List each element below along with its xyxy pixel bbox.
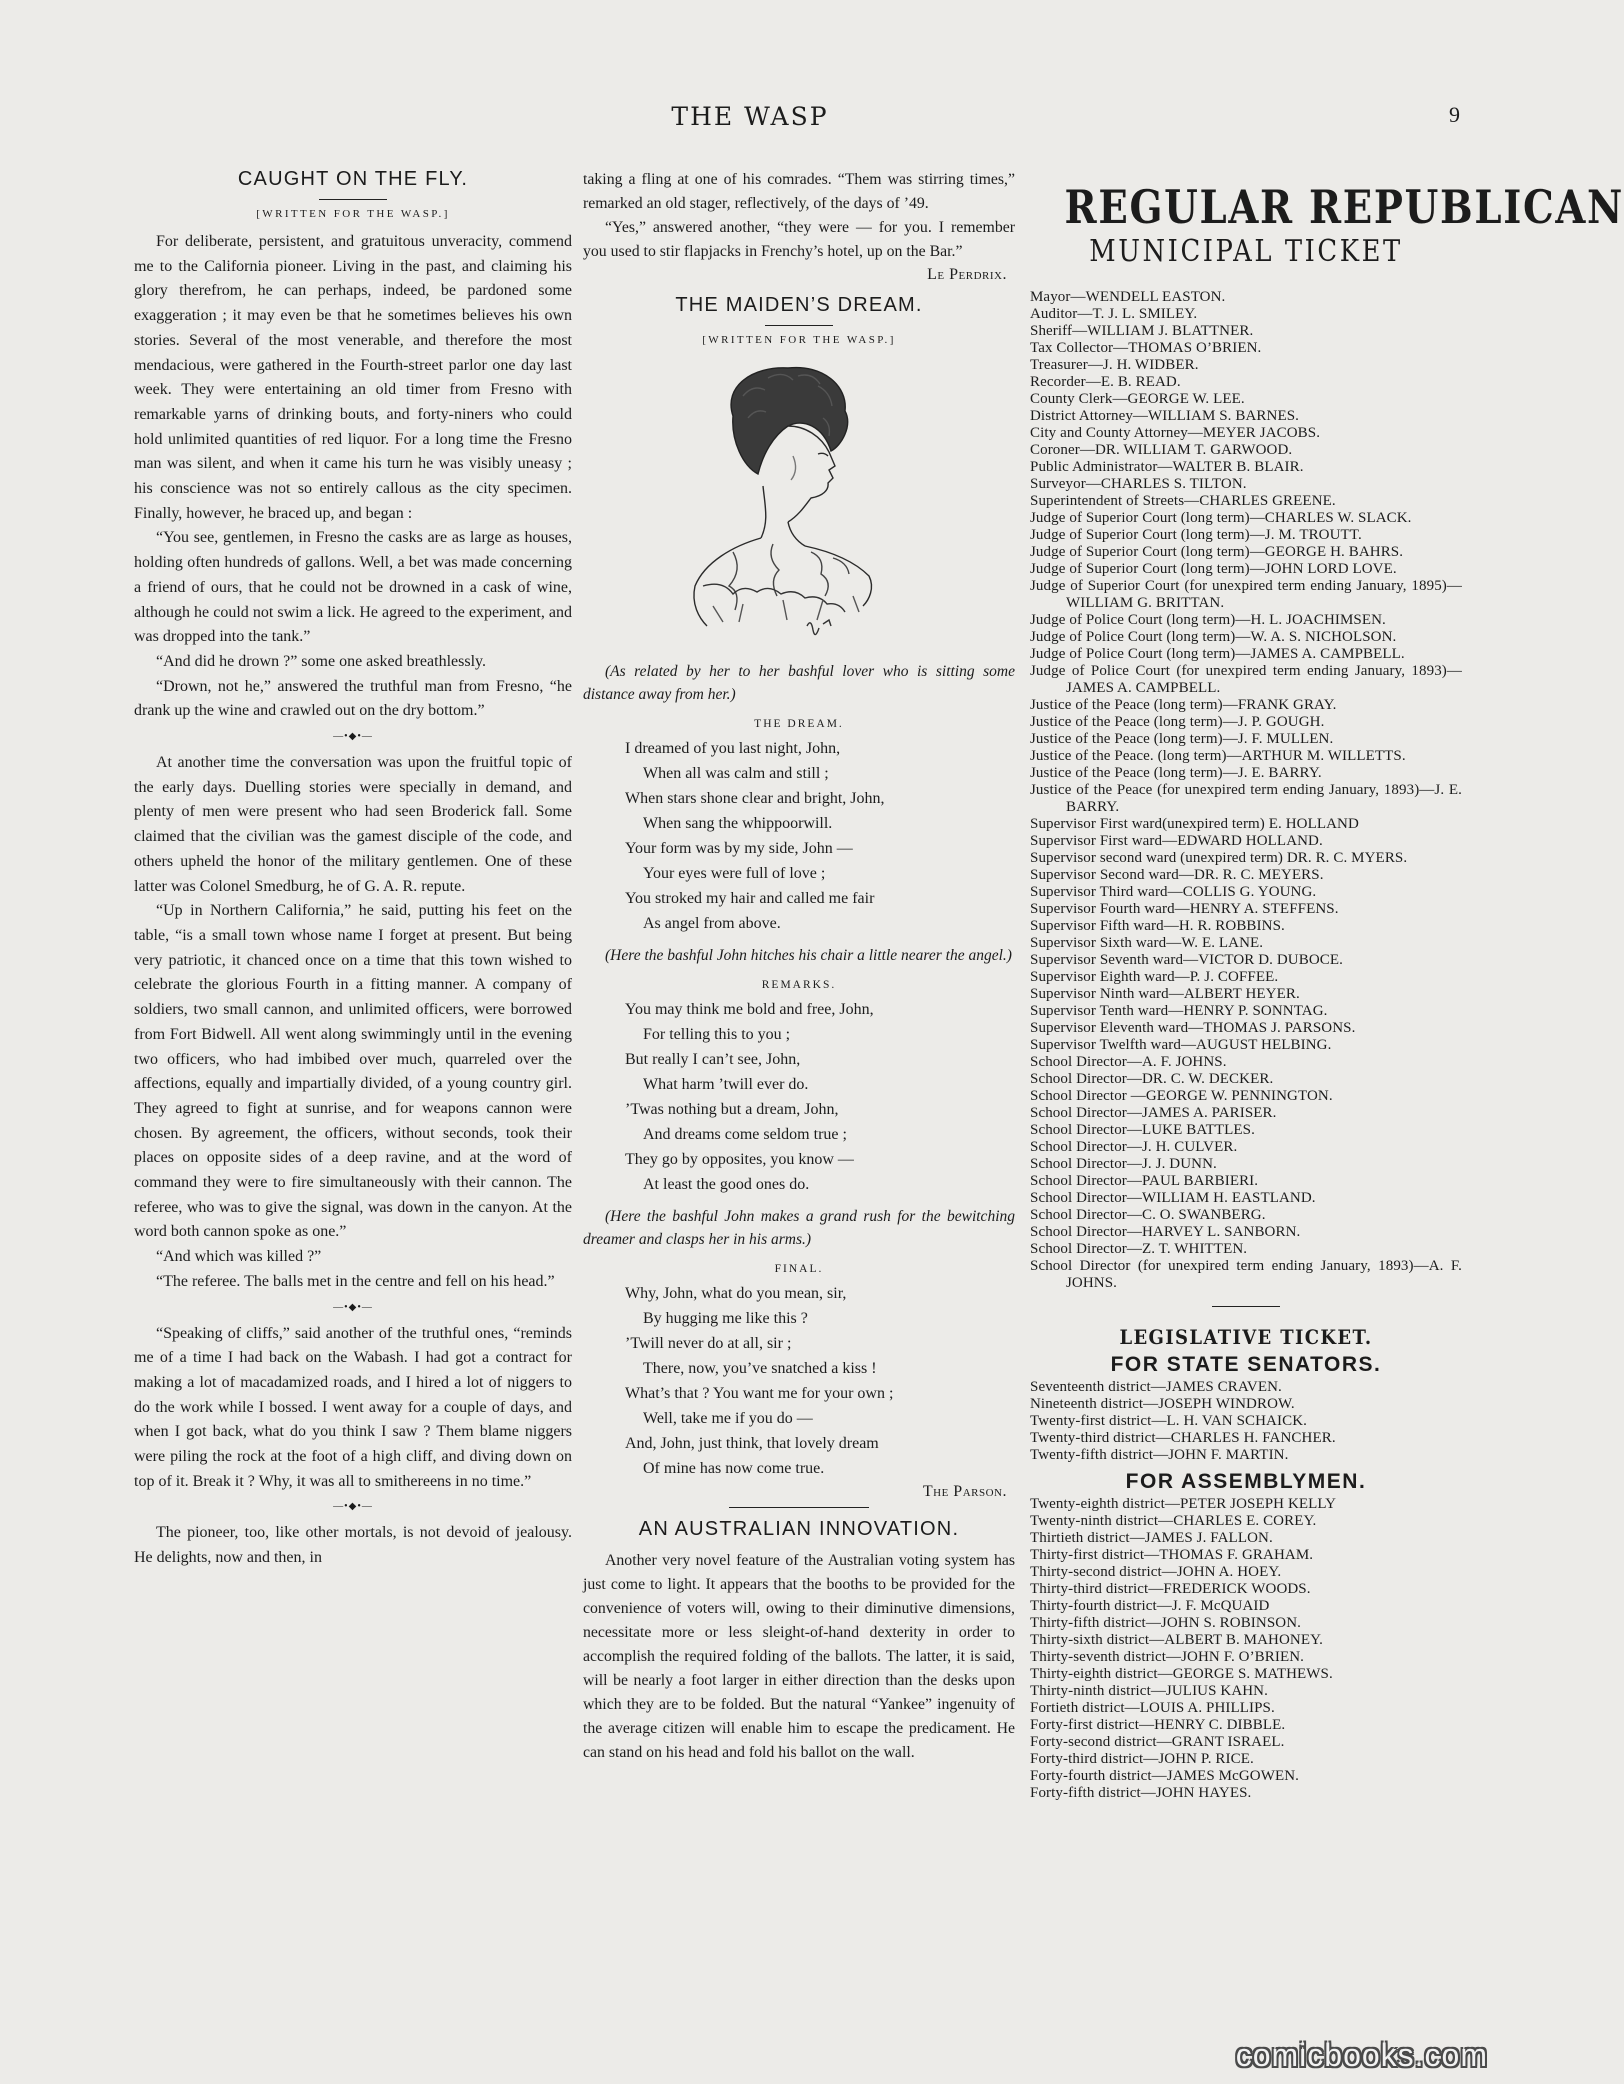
verse-line: Why, John, what do you mean, sir,	[625, 1285, 847, 1302]
ticket-entry: Supervisor First ward—EDWARD HOLLAND.	[1030, 833, 1323, 849]
ticket-entry: Recorder—E. B. READ.	[1030, 374, 1181, 390]
verse-line: And, John, just think, that lovely dream	[625, 1435, 879, 1452]
ticket-entry: Forty-fourth district—JAMES McGOWEN.	[1030, 1768, 1299, 1784]
ticket-entry: School Director—PAUL BARBIERI.	[1030, 1173, 1259, 1189]
ticket-entry: Twenty-first district—L. H. VAN SCHAICK.	[1030, 1413, 1307, 1429]
assembly-heading: FOR ASSEMBLYMEN.	[1125, 1470, 1367, 1493]
ticket-entry: Thirty-first district—THOMAS F. GRAHAM.	[1030, 1547, 1314, 1563]
ticket-entry: School Director—J. J. DUNN.	[1030, 1156, 1217, 1172]
verse-line: Your form was by my side, John —	[625, 840, 853, 857]
ticket-entry: Auditor—T. J. L. SMILEY.	[1030, 306, 1198, 322]
signature: The Parson.	[922, 1483, 1007, 1500]
ticket-entry: School Director—A. F. JOHNS.	[1030, 1054, 1227, 1070]
ticket-entry: Supervisor Second ward—DR. R. C. MEYERS.	[1030, 867, 1324, 883]
ticket-entry: Thirtieth district—JAMES J. FALLON.	[1030, 1530, 1273, 1546]
ticket-entry: Thirty-second district—JOHN A. HOEY.	[1030, 1564, 1282, 1580]
paragraph: “The referee. The balls met in the centre and fell on his head.”	[156, 1272, 555, 1290]
senators-list	[1030, 1379, 1462, 1464]
ticket-entry: City and County Attorney—MEYER JACOBS.	[1030, 425, 1321, 441]
ticket-subheading: MUNICIPAL TICKET	[1089, 234, 1403, 269]
column-republican-ticket	[1030, 168, 1624, 1802]
ticket-entry: Judge of Police Court (for unexpired term ending January, 1893)—JAMES A. CAMPBELL.	[1030, 663, 1462, 696]
article-title: AN AUSTRALIAN INNOVATION.	[638, 1518, 960, 1540]
column-maidens-dream	[583, 168, 1015, 1765]
page-number: 9	[1449, 102, 1460, 127]
ticket-entry: Justice of the Peace (long term)—J. F. MULLEN.	[1030, 731, 1334, 747]
ticket-entry: Justice of the Peace (long term)—FRANK GRAY.	[1030, 697, 1337, 713]
verse-line: ’Twill never do at all, sir ;	[625, 1335, 792, 1352]
ticket-entry: Treasurer—J. H. WIDBER.	[1030, 357, 1199, 373]
verse-line: By hugging me like this ?	[643, 1310, 808, 1327]
stanza-remarks	[583, 997, 1015, 1197]
ticket-entry: Supervisor second ward (unexpired term) DR. R. C. MYERS.	[1030, 850, 1408, 866]
verse-line: There, now, you’ve snatched a kiss !	[643, 1360, 877, 1377]
paragraph: “Drown, not he,” answered the truthful man from Fresno, “he drank up the wine and crawled out on the dry bottom.”	[134, 677, 572, 720]
ticket-entry: Judge of Police Court (long term)—JAMES A. CAMPBELL.	[1030, 646, 1405, 662]
ticket-entry: Supervisor Eighth ward—P. J. COFFEE.	[1030, 969, 1279, 985]
verse-line: But really I can’t see, John,	[625, 1051, 801, 1068]
ticket-entry: Judge of Superior Court (long term)—GEORGE H. BAHRS.	[1030, 544, 1404, 560]
ticket-entry: Fortieth district—LOUIS A. PHILLIPS.	[1030, 1700, 1275, 1716]
ticket-entry: Justice of the Peace. (long term)—ARTHUR M. WILLETTS.	[1030, 748, 1406, 764]
ticket-entry: School Director—DR. C. W. DECKER.	[1030, 1071, 1274, 1087]
ticket-heading: REGULAR REPUBLICAN	[1064, 180, 1624, 234]
verse-line: What harm ’twill ever do.	[643, 1076, 809, 1093]
ticket-entry: Supervisor Fifth ward—H. R. ROBBINS.	[1030, 918, 1285, 934]
paragraph: Another very novel feature of the Australian voting system has just come to light. It appears that the booths to be provided for the convenience of voters will, owing to their diminutive dimensions, necessitate more or less sleight-of-hand dexterity in order to accomplish the required folding of the ballots. The latter, it is said, will be nearly a foot larger in either direction than the desks upon which they are to be folded. But the natural “Yankee” ingenuity of the average citizen will enable him to escape the predicament. He can stand on his head and fold his ballot on the wall.	[583, 1552, 1015, 1761]
section-rule	[1212, 1306, 1280, 1307]
ticket-entry: Judge of Superior Court (long term)—JOHN LORD LOVE.	[1030, 561, 1397, 577]
ticket-entry: School Director—JAMES A. PARISER.	[1030, 1105, 1277, 1121]
verse-line: I dreamed of you last night, John,	[625, 740, 841, 757]
ticket-entry: Twenty-ninth district—CHARLES E. COREY.	[1030, 1513, 1317, 1529]
assembly-list	[1030, 1496, 1462, 1802]
title-rule	[765, 325, 833, 326]
municipal-ticket-list	[1030, 289, 1462, 1292]
section-divider: —•◆•—	[333, 731, 373, 743]
ticket-entry: Forty-fifth district—JOHN HAYES.	[1030, 1785, 1252, 1801]
masthead: THE WASP	[671, 102, 829, 131]
verse-line: Of mine has now come true.	[643, 1460, 825, 1477]
ticket-entry: Supervisor Tenth ward—HENRY P. SONNTAG.	[1030, 1003, 1328, 1019]
ticket-entry: School Director—LUKE BATTLES.	[1030, 1122, 1255, 1138]
ticket-entry: Supervisor Twelfth ward—AUGUST HELBING.	[1030, 1037, 1332, 1053]
article-rule	[729, 1507, 869, 1508]
ticket-entry: Thirty-sixth district—ALBERT B. MAHONEY.	[1030, 1632, 1323, 1648]
paragraph: “You see, gentlemen, in Fresno the casks are as large as houses, holding often hundreds of gallons. Well, a bet was made concerning a friend of ours, that he could not be drowned in a cask of wine, although he could not swim a lick. He agreed to the experiment, and was dropped into the tank.”	[134, 529, 572, 646]
ticket-entry: Supervisor Seventh ward—VICTOR D. DUBOCE.	[1030, 952, 1343, 968]
ticket-entry: Sheriff—WILLIAM J. BLATTNER.	[1030, 323, 1254, 339]
verse-line: When sang the whippoorwill.	[643, 815, 833, 832]
ticket-entry: Forty-second district—GRANT ISRAEL.	[1030, 1734, 1285, 1750]
ticket-entry: Judge of Superior Court (for unexpired term ending January, 1895)—WILLIAM G. BRITTAN.	[1030, 578, 1462, 611]
stage-direction: (Here the bashful John hitches his chair a little nearer the angel.)	[605, 947, 1012, 964]
ticket-entry: School Director (for unexpired term ending January, 1893)—A. F. JOHNS.	[1030, 1258, 1462, 1291]
ticket-entry: Supervisor Sixth ward—W. E. LANE.	[1030, 935, 1264, 951]
stanza-final	[583, 1281, 1015, 1481]
ticket-entry: Mayor—WENDELL EASTON.	[1030, 289, 1226, 305]
stage-direction: (Here the bashful John makes a grand rush for the bewitching dreamer and clasps her in his arms.)	[583, 1208, 1015, 1248]
poem-caption: (As related by her to her bashful lover who is sitting some distance away from her.)	[583, 663, 1015, 703]
maiden-portrait-illustration	[583, 356, 1015, 654]
ticket-entry: Forty-third district—JOHN P. RICE.	[1030, 1751, 1254, 1767]
ticket-entry: Justice of the Peace (for unexpired term ending January, 1893)—J. E. BARRY.	[1030, 782, 1462, 815]
watermark: comicbooks.com	[1235, 2037, 1488, 2073]
verse-line: ’Twas nothing but a dream, John,	[625, 1101, 839, 1118]
article-title: CAUGHT ON THE FLY.	[237, 168, 469, 190]
ticket-entry: Supervisor Ninth ward—ALBERT HEYER.	[1030, 986, 1300, 1002]
ticket-entry: School Director—WILLIAM H. EASTLAND.	[1030, 1190, 1316, 1206]
verse-line: What’s that ? You want me for your own ;	[625, 1385, 894, 1402]
ticket-entry: Thirty-fourth district—J. F. McQUAID	[1030, 1598, 1270, 1614]
verse-line: Well, take me if you do —	[643, 1410, 813, 1427]
paragraph: The pioneer, too, like other mortals, is not devoid of jealousy. He delights, now and then, in	[134, 1524, 572, 1567]
byline-note: [WRITTEN FOR THE WASP.]	[256, 208, 450, 220]
verse-line: You stroked my hair and called me fair	[625, 890, 875, 907]
verse-line: Your eyes were full of love ;	[643, 865, 826, 882]
title-rule	[319, 199, 387, 200]
ticket-entry: Twenty-third district—CHARLES H. FANCHER.	[1030, 1430, 1336, 1446]
page-header	[0, 102, 1500, 138]
byline-note: [WRITTEN FOR THE WASP.]	[702, 334, 896, 346]
ticket-entry: Judge of Police Court (long term)—H. L. JOACHIMSEN.	[1030, 612, 1386, 628]
poem-title: THE MAIDEN’S DREAM.	[675, 294, 923, 316]
ticket-entry: Supervisor Fourth ward—HENRY A. STEFFENS.	[1030, 901, 1339, 917]
section-divider: —•◆•—	[333, 1301, 373, 1313]
ticket-entry: Twenty-fifth district—JOHN F. MARTIN.	[1030, 1447, 1289, 1463]
verse-line: As angel from above.	[643, 915, 781, 932]
verse-line: When all was calm and still ;	[643, 765, 829, 782]
ticket-entry: School Director—HARVEY L. SANBORN.	[1030, 1224, 1301, 1240]
ticket-entry: School Director—J. H. CULVER.	[1030, 1139, 1238, 1155]
ticket-entry: Twenty-eighth district—PETER JOSEPH KELLY	[1030, 1496, 1337, 1512]
verse-line: And dreams come seldom true ;	[643, 1126, 847, 1143]
paragraph: “Yes,” answered another, “they were — for you. I remember you used to stir flapjacks in Frenchy’s hotel, up on the Bar.”	[583, 219, 1015, 260]
stanza-dream	[583, 736, 1015, 936]
ticket-entry: Thirty-ninth district—JULIUS KAHN.	[1030, 1683, 1268, 1699]
ticket-entry: School Director—C. O. SWANBERG.	[1030, 1207, 1266, 1223]
verse-line: When stars shone clear and bright, John,	[625, 790, 885, 807]
paragraph: At another time the conversation was upon the fruitful topic of the early days. Duelling stories were specially in demand, and plenty of men were present who had seen Broderick fall. Some claimed that the civilian was the gamest disciple of the code, and others upheld the honor of the military gentlemen. One of these latter was Colonel Smedburg, he of G. A. R. repute.	[134, 754, 572, 895]
ticket-entry: Thirty-eighth district—GEORGE S. MATHEWS.	[1030, 1666, 1333, 1682]
ticket-entry: Seventeenth district—JAMES CRAVEN.	[1030, 1379, 1282, 1395]
section-heading: FINAL.	[774, 1263, 824, 1275]
verse-line: You may think me bold and free, John,	[625, 1001, 874, 1018]
paragraph: taking a fling at one of his comrades. “Them was stirring times,” remarked an old stager, reflectively, of the days of ’49.	[583, 171, 1015, 212]
ticket-entry: Thirty-third district—FREDERICK WOODS.	[1030, 1581, 1311, 1597]
signature: Le Perdrix.	[927, 266, 1007, 283]
ticket-entry: School Director —GEORGE W. PENNINGTON.	[1030, 1088, 1333, 1104]
paragraph: “Speaking of cliffs,” said another of the truthful ones, “reminds me of a time I had back on the Wabash. I had got a contract for making a lot of macadamized roads, and I hired a lot of niggers to do the work while I bossed. I went away for a couple of days, and when I got back, what do you think I saw ? Them blame niggers were piling the rock at the foot of a high cliff, and diving down on top of it. Break it ? Why, it was all to smithereens in no time.”	[134, 1324, 572, 1490]
ticket-entry: Nineteenth district—JOSEPH WINDROW.	[1030, 1396, 1295, 1412]
ticket-entry: Judge of Superior Court (long term)—J. M. TROUTT.	[1030, 527, 1362, 543]
ticket-entry: Surveyor—CHARLES S. TILTON.	[1030, 476, 1247, 492]
ticket-entry: Judge of Police Court (long term)—W. A. S. NICHOLSON.	[1030, 629, 1397, 645]
ticket-entry: District Attorney—WILLIAM S. BARNES.	[1030, 408, 1300, 424]
verse-line: For telling this to you ;	[643, 1026, 791, 1043]
ticket-entry: Justice of the Peace (long term)—J. P. GOUGH.	[1030, 714, 1325, 730]
paragraph: “Up in Northern California,” he said, putting his feet on the table, “is a small town whose name I forget at present. But being very patriotic, it chanced once on a time that this town wished to celebrate the glorious Fourth in a fitting manner. A company of soldiers, two small cannon, and unlimited officers, were borrowed from Fort Bidwell. All went along swimmingly until in the evening two officers, who had imbibed over much, quarreled over the affections, equally and impartially divided, of a young country girl. They agreed to fight at sunrise, and for weapons cannon were chosen. By agreement, the officers, without seconds, took their places on opposite sides of a deep ravine, and at the word of command they were to fire simultaneously with their cannon. The referee, who was to give the signal, was down in the canyon. At the word both cannon spoke as one.”	[134, 902, 572, 1241]
portrait-drawing	[583, 356, 1015, 654]
senators-heading: FOR STATE SENATORS.	[1110, 1353, 1382, 1376]
verse-line: At least the good ones do.	[643, 1176, 810, 1193]
ticket-entry: Supervisor First ward(unexpired term) E. HOLLAND	[1030, 816, 1359, 832]
legislative-heading: LEGISLATIVE TICKET.	[1119, 1325, 1373, 1349]
ticket-entry: Judge of Superior Court (long term)—CHARLES W. SLACK.	[1030, 510, 1412, 526]
ticket-entry: Coroner—DR. WILLIAM T. GARWOOD.	[1030, 442, 1293, 458]
ticket-entry: Justice of the Peace (long term)—J. E. BARRY.	[1030, 765, 1322, 781]
section-heading: THE DREAM.	[754, 718, 844, 730]
paragraph: “And which was killed ?”	[156, 1248, 322, 1266]
ticket-entry: Tax Collector—THOMAS O’BRIEN.	[1030, 340, 1262, 356]
ticket-entry: County Clerk—GEORGE W. LEE.	[1030, 391, 1245, 407]
ticket-entry: Thirty-fifth district—JOHN S. ROBINSON.	[1030, 1615, 1301, 1631]
ticket-entry: Superintendent of Streets—CHARLES GREENE.	[1030, 493, 1336, 509]
paragraph: For deliberate, persistent, and gratuitous unveracity, commend me to the California pioneer. Living in the past, and claiming his glory therefrom, he can perhaps, indeed, be pardoned some exaggeration ; it may even be that he sometimes believes his own stories. Several of the most venerable, and therefore the most mendacious, were gathered in the Fourth-street parlor one day last week. They were entertaining an old timer from Fresno with remarkable yarns of drinking bouts, and forty-niners who could hold unlimited quantities of red liquor. For a long time the Fresno man was silent, and when it came his turn he was visibly uneasy ; his conscience was not so entirely callous as the city specimen. Finally, however, he braced up, and began :	[134, 233, 572, 522]
ticket-entry: Supervisor Third ward—COLLIS G. YOUNG.	[1030, 884, 1317, 900]
section-heading: REMARKS.	[761, 979, 837, 991]
section-divider: —•◆•—	[333, 1501, 373, 1513]
paragraph: “And did he drown ?” some one asked breathlessly.	[156, 652, 486, 670]
ticket-entry: Public Administrator—WALTER B. BLAIR.	[1030, 459, 1304, 475]
ticket-entry: School Director—Z. T. WHITTEN.	[1030, 1241, 1248, 1257]
column-caught-on-the-fly	[134, 168, 572, 1571]
verse-line: They go by opposites, you know —	[625, 1151, 854, 1168]
ticket-entry: Forty-first district—HENRY C. DIBBLE.	[1030, 1717, 1286, 1733]
ticket-entry: Thirty-seventh district—JOHN F. O’BRIEN.	[1030, 1649, 1305, 1665]
ticket-entry: Supervisor Eleventh ward—THOMAS J. PARSONS.	[1030, 1020, 1356, 1036]
